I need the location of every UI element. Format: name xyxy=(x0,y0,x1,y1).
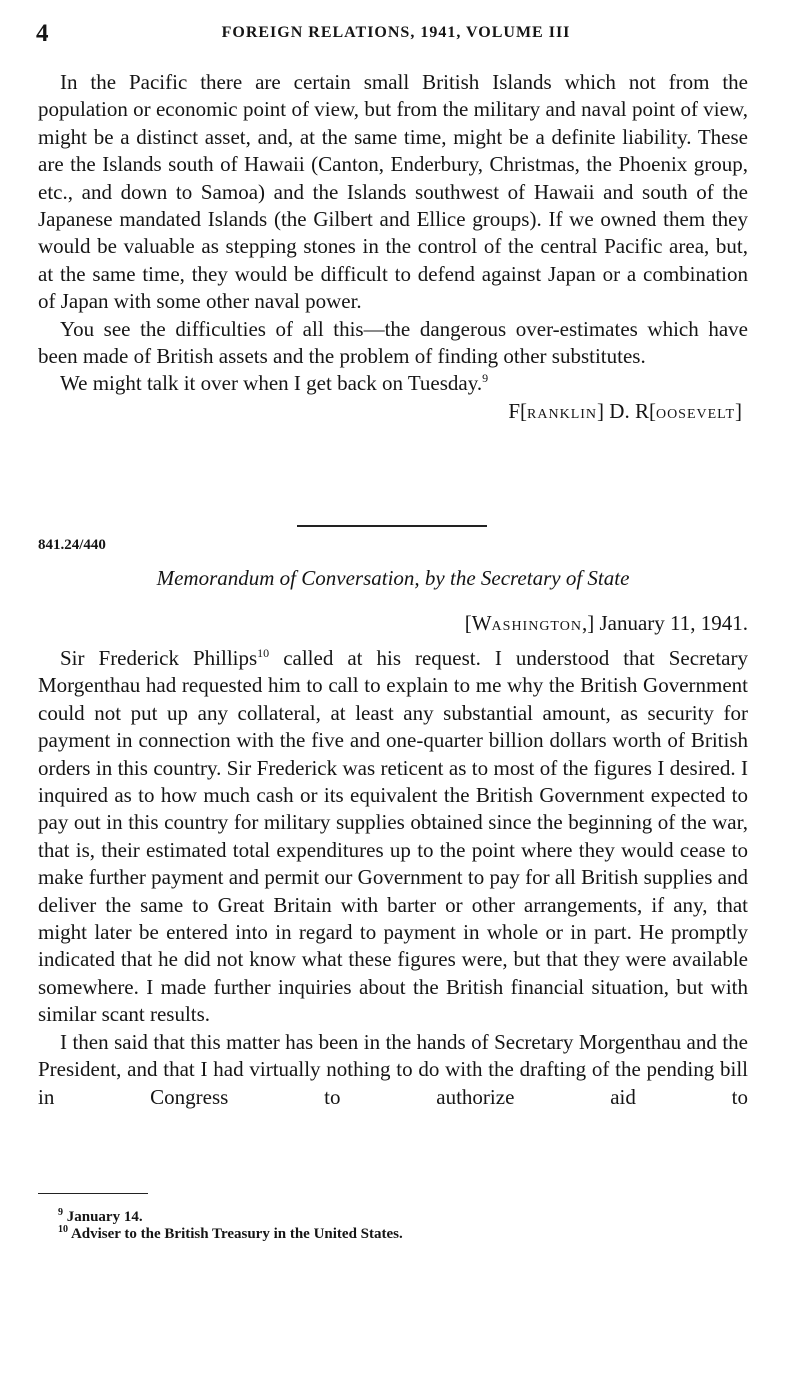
footnote-ref-10: 10 xyxy=(257,646,270,660)
letter-paragraph-3-text: We might talk it over when I get back on Tuesday. xyxy=(60,371,483,396)
memo-paragraph-2: I then said that this matter has been in the hands of Secretary Morgenthau and the President, and that I had virtually nothing to do with the drafting of the pending bill in Congress to authorize aid to xyxy=(38,1029,748,1109)
memo-body xyxy=(38,645,748,1111)
dateline: [WASHINGTON,] January 11, 1941. xyxy=(464,611,748,635)
memo-paragraph-1: Sir Frederick Phillips$^{10}$ called at his request. I understood that Secretary Morgenthau had requested him to call to explain to me why the British Government could not put up any collateral, at least any substantial amount, as security for payment in connection with the five and one-quarter billion dollars worth of British orders in this country. Sir Frederick was reticent as to most of the figures I desired. I inquired as to how much cash or its equivalent the British Government expected to pay out in this country for military supplies obtained since the beginning of the war, that is, their estimated total expenditures up to the point where they would cease to make further payment and permit our Government to pay for all British supplies and deliver the same to Great Britain with barter or other arrangements, if any, that might later be entered into in regard to payment in whole or in part. He promptly indicated that he did not know what these figures were, but that they were available somewhere. I made further inquiries about the British financial situation, but with similar scant results. xyxy=(38,646,748,1027)
page-number: 4 xyxy=(36,20,49,47)
footnotes xyxy=(58,1209,403,1243)
page-header xyxy=(36,20,756,50)
footnote-ref-9: 9 xyxy=(482,371,489,386)
running-title: FOREIGN RELATIONS, 1941, VOLUME III xyxy=(221,24,571,41)
letter-paragraph-3 xyxy=(38,370,748,397)
footnote-9: $^9$ January 14. xyxy=(58,1207,143,1225)
signature: F[RANKLIN] D. R[OOSEVELT] xyxy=(508,398,742,423)
letter-body xyxy=(38,69,748,428)
footnote-10: $^{10}$ Adviser to the British Treasury in the United States. xyxy=(58,1224,403,1242)
letter-paragraph-1: In the Pacific there are certain small British Islands which not from the population or economic point of view, but from the military and naval point of view, might be a distinct asset, and, at the same time, might be a definite liability. These are the Islands south of Hawaii (Canton, Enderbury, Christmas, the Phoenix group, etc., and down to Samoa) and the Islands southwest of Hawaii and south of the Japanese mandated Islands (the Gilbert and Ellice groups). If we owned them they would be valuable as stepping stones in the control of the central Pacific area, but, at the same time, they would be difficult to defend against Japan or a combination of Japan with some other naval power. xyxy=(38,70,748,314)
file-number: 841.24/440 xyxy=(38,537,106,553)
section-divider xyxy=(297,525,487,527)
footnote-rule xyxy=(38,1193,148,1194)
letter-paragraph-2: You see the difficulties of all this—the dangerous over-estimates which have been made of British assets and the problem of finding other substitutes. xyxy=(38,316,748,369)
memo-title: Memorandum of Conversation, by the Secretary of State xyxy=(156,566,630,590)
